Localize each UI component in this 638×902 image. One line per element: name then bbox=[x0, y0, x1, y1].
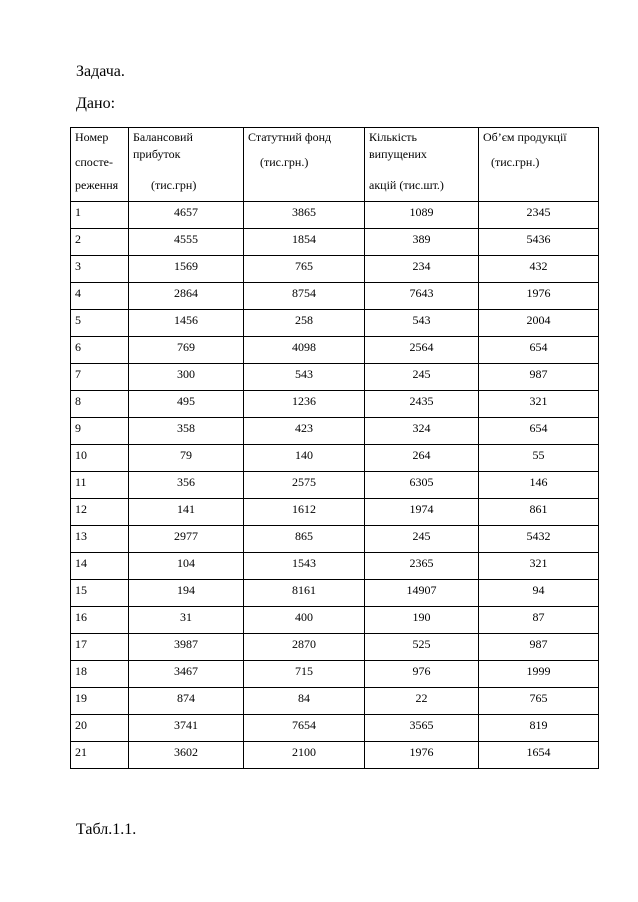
table-cell: 3987 bbox=[129, 634, 244, 661]
table-cell: 1974 bbox=[365, 499, 479, 526]
row-number-cell: 4 bbox=[71, 283, 129, 310]
table-cell: 31 bbox=[129, 607, 244, 634]
row-number-cell: 5 bbox=[71, 310, 129, 337]
header-line: Балансовий bbox=[133, 130, 193, 144]
header-line: прибуток bbox=[133, 147, 181, 161]
table-body bbox=[71, 202, 599, 769]
row-number-cell: 9 bbox=[71, 418, 129, 445]
header-line: (тис.грн.) bbox=[260, 155, 309, 169]
table-cell: 1089 bbox=[365, 202, 479, 229]
table-cell: 1612 bbox=[244, 499, 365, 526]
table-cell: 146 bbox=[479, 472, 599, 499]
table-row bbox=[71, 553, 599, 580]
table-cell: 1854 bbox=[244, 229, 365, 256]
table-cell: 525 bbox=[365, 634, 479, 661]
table-cell: 55 bbox=[479, 445, 599, 472]
table-cell: 141 bbox=[129, 499, 244, 526]
table-cell: 194 bbox=[129, 580, 244, 607]
table-cell: 258 bbox=[244, 310, 365, 337]
table-row bbox=[71, 418, 599, 445]
table-cell: 2004 bbox=[479, 310, 599, 337]
table-cell: 2345 bbox=[479, 202, 599, 229]
table-cell: 861 bbox=[479, 499, 599, 526]
table-cell: 543 bbox=[244, 364, 365, 391]
table-cell: 765 bbox=[479, 688, 599, 715]
table-cell: 5432 bbox=[479, 526, 599, 553]
table-cell: 769 bbox=[129, 337, 244, 364]
table-cell: 7643 bbox=[365, 283, 479, 310]
row-number-cell: 21 bbox=[71, 742, 129, 769]
table-row bbox=[71, 337, 599, 364]
table-header-row bbox=[71, 128, 599, 202]
row-number-cell: 7 bbox=[71, 364, 129, 391]
row-number-cell: 1 bbox=[71, 202, 129, 229]
row-number-cell: 10 bbox=[71, 445, 129, 472]
row-number-cell: 13 bbox=[71, 526, 129, 553]
table-cell: 84 bbox=[244, 688, 365, 715]
table-cell: 87 bbox=[479, 607, 599, 634]
table-cell: 3565 bbox=[365, 715, 479, 742]
table-row bbox=[71, 634, 599, 661]
table-cell: 543 bbox=[365, 310, 479, 337]
table-row bbox=[71, 310, 599, 337]
row-number-cell: 18 bbox=[71, 661, 129, 688]
table-cell: 6305 bbox=[365, 472, 479, 499]
table-cell: 324 bbox=[365, 418, 479, 445]
table-cell: 1999 bbox=[479, 661, 599, 688]
data-table bbox=[70, 127, 599, 769]
table-cell: 3865 bbox=[244, 202, 365, 229]
table-row bbox=[71, 742, 599, 769]
table-cell: 2575 bbox=[244, 472, 365, 499]
row-number-cell: 2 bbox=[71, 229, 129, 256]
table-cell: 4098 bbox=[244, 337, 365, 364]
table-cell: 264 bbox=[365, 445, 479, 472]
table-row bbox=[71, 256, 599, 283]
table-cell: 94 bbox=[479, 580, 599, 607]
header-line: Статутний фонд bbox=[248, 130, 332, 144]
table-cell: 1569 bbox=[129, 256, 244, 283]
table-cell: 2564 bbox=[365, 337, 479, 364]
row-number-cell: 6 bbox=[71, 337, 129, 364]
table-cell: 987 bbox=[479, 634, 599, 661]
table-cell: 3602 bbox=[129, 742, 244, 769]
table-row bbox=[71, 661, 599, 688]
table-cell: 300 bbox=[129, 364, 244, 391]
header-line: Кількість bbox=[369, 130, 418, 144]
table-cell: 14907 bbox=[365, 580, 479, 607]
table-cell: 874 bbox=[129, 688, 244, 715]
table-row bbox=[71, 364, 599, 391]
row-number-cell: 12 bbox=[71, 499, 129, 526]
table-caption: Табл.1.1. bbox=[76, 821, 137, 838]
table-cell: 2365 bbox=[365, 553, 479, 580]
header-observation-number bbox=[71, 128, 129, 202]
table-cell: 715 bbox=[244, 661, 365, 688]
header-line: (тис.грн.) bbox=[491, 155, 540, 169]
table-cell: 245 bbox=[365, 526, 479, 553]
table-row bbox=[71, 580, 599, 607]
table-cell: 356 bbox=[129, 472, 244, 499]
table-cell: 2977 bbox=[129, 526, 244, 553]
table-cell: 234 bbox=[365, 256, 479, 283]
table-cell: 3741 bbox=[129, 715, 244, 742]
header-line: Об’єм продукції bbox=[483, 130, 567, 144]
table-cell: 3467 bbox=[129, 661, 244, 688]
table-row bbox=[71, 391, 599, 418]
table-cell: 321 bbox=[479, 391, 599, 418]
table-cell: 865 bbox=[244, 526, 365, 553]
header-line: спосте- bbox=[75, 155, 113, 169]
table-cell: 423 bbox=[244, 418, 365, 445]
table-row bbox=[71, 607, 599, 634]
table-row bbox=[71, 715, 599, 742]
table-cell: 4555 bbox=[129, 229, 244, 256]
table-cell: 245 bbox=[365, 364, 479, 391]
header-line: реження bbox=[75, 178, 119, 192]
table-cell: 140 bbox=[244, 445, 365, 472]
table-cell: 8161 bbox=[244, 580, 365, 607]
header-line: випущених bbox=[369, 147, 427, 161]
table-cell: 389 bbox=[365, 229, 479, 256]
row-number-cell: 20 bbox=[71, 715, 129, 742]
table-cell: 1976 bbox=[479, 283, 599, 310]
table-cell: 1236 bbox=[244, 391, 365, 418]
table-cell: 2100 bbox=[244, 742, 365, 769]
table-row bbox=[71, 688, 599, 715]
table-row bbox=[71, 472, 599, 499]
table-row bbox=[71, 202, 599, 229]
table-cell: 1543 bbox=[244, 553, 365, 580]
table-cell: 400 bbox=[244, 607, 365, 634]
table-cell: 765 bbox=[244, 256, 365, 283]
table-cell: 654 bbox=[479, 418, 599, 445]
table-cell: 4657 bbox=[129, 202, 244, 229]
header-balance-profit bbox=[129, 128, 244, 202]
table-cell: 358 bbox=[129, 418, 244, 445]
table-row bbox=[71, 445, 599, 472]
header-line: акцій (тис.шт.) bbox=[369, 178, 444, 192]
table-cell: 8754 bbox=[244, 283, 365, 310]
row-number-cell: 3 bbox=[71, 256, 129, 283]
table-cell: 495 bbox=[129, 391, 244, 418]
table-cell: 5436 bbox=[479, 229, 599, 256]
table-cell: 190 bbox=[365, 607, 479, 634]
row-number-cell: 14 bbox=[71, 553, 129, 580]
table-cell: 79 bbox=[129, 445, 244, 472]
row-number-cell: 19 bbox=[71, 688, 129, 715]
table-cell: 7654 bbox=[244, 715, 365, 742]
table-cell: 432 bbox=[479, 256, 599, 283]
header-production-volume bbox=[479, 128, 599, 202]
row-number-cell: 8 bbox=[71, 391, 129, 418]
header-line: Номер bbox=[75, 130, 109, 144]
table-cell: 321 bbox=[479, 553, 599, 580]
table-cell: 1976 bbox=[365, 742, 479, 769]
table-cell: 976 bbox=[365, 661, 479, 688]
row-number-cell: 17 bbox=[71, 634, 129, 661]
table-cell: 654 bbox=[479, 337, 599, 364]
table-row bbox=[71, 499, 599, 526]
table-cell: 1456 bbox=[129, 310, 244, 337]
task-heading: Задача. bbox=[76, 63, 125, 80]
table-row bbox=[71, 526, 599, 553]
table-cell: 819 bbox=[479, 715, 599, 742]
table-cell: 1654 bbox=[479, 742, 599, 769]
header-shares-issued bbox=[365, 128, 479, 202]
given-heading: Дано: bbox=[76, 95, 116, 112]
header-line: (тис.грн) bbox=[151, 178, 197, 192]
table-cell: 22 bbox=[365, 688, 479, 715]
table-cell: 987 bbox=[479, 364, 599, 391]
table-row bbox=[71, 283, 599, 310]
table-cell: 2870 bbox=[244, 634, 365, 661]
row-number-cell: 16 bbox=[71, 607, 129, 634]
table-row bbox=[71, 229, 599, 256]
table-cell: 2864 bbox=[129, 283, 244, 310]
table-cell: 104 bbox=[129, 553, 244, 580]
row-number-cell: 11 bbox=[71, 472, 129, 499]
row-number-cell: 15 bbox=[71, 580, 129, 607]
header-authorized-capital bbox=[244, 128, 365, 202]
table-cell: 2435 bbox=[365, 391, 479, 418]
